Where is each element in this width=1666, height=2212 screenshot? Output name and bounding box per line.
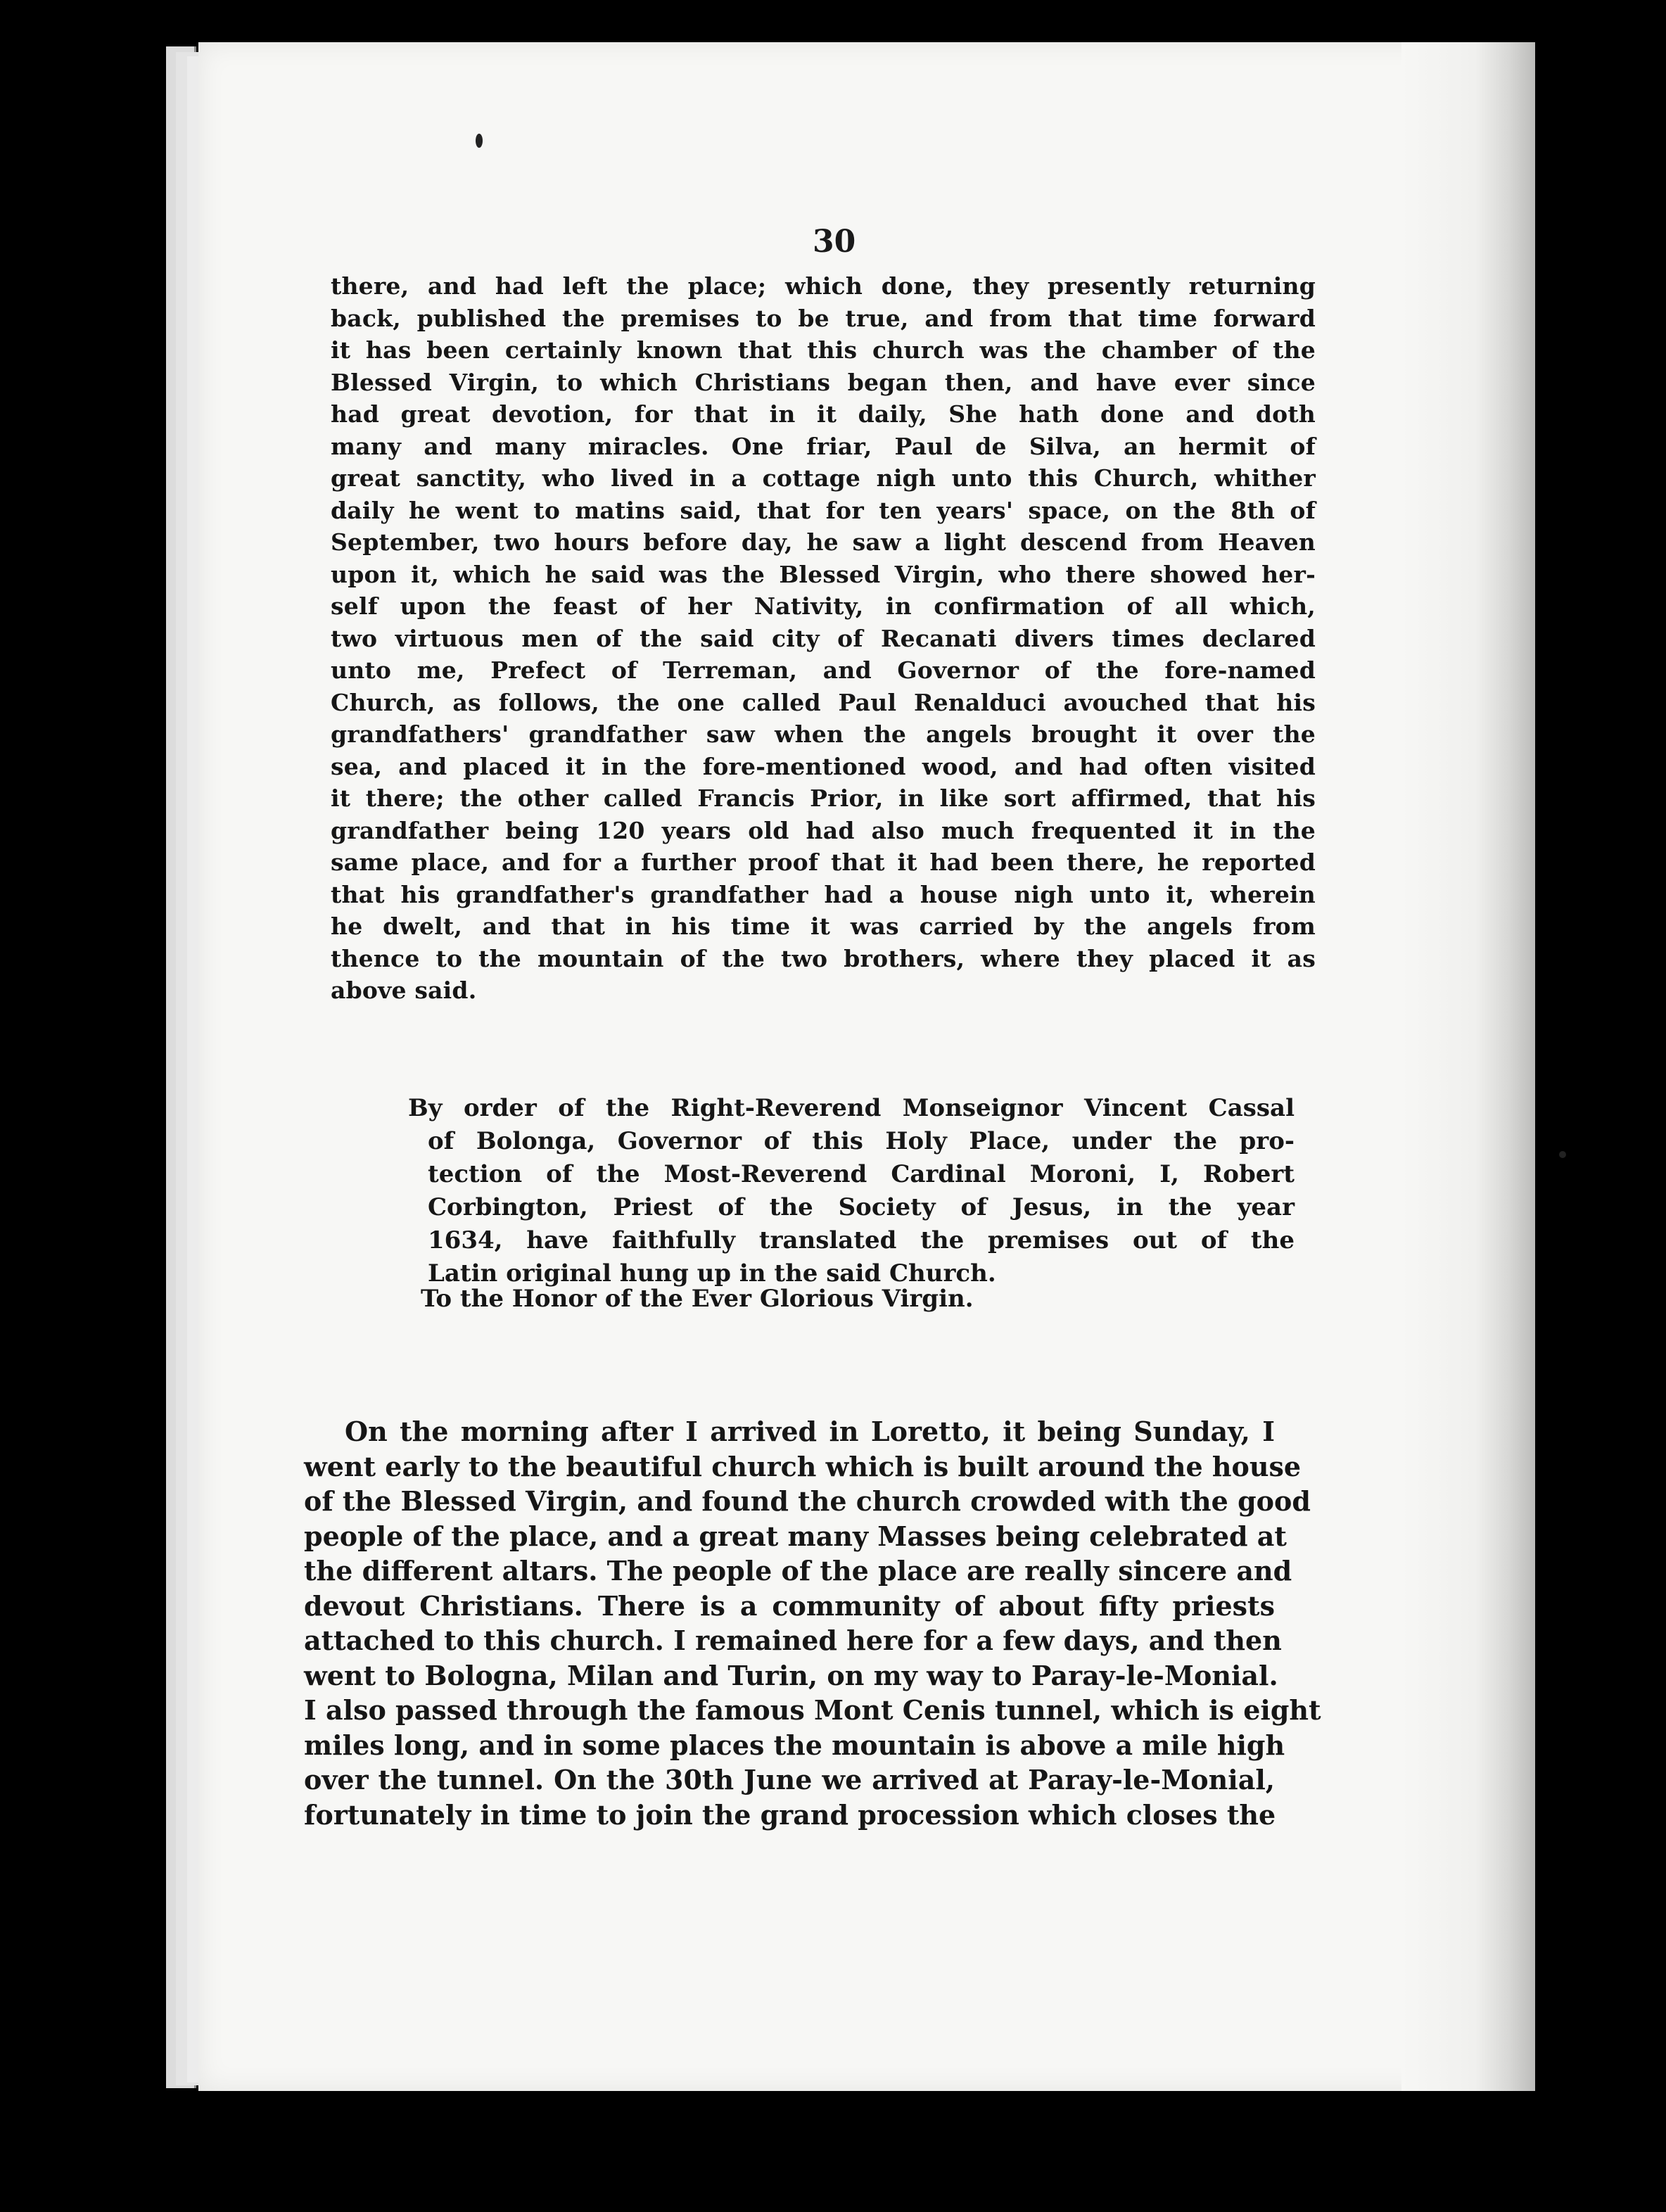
page-number: 30: [813, 224, 856, 260]
text-line: grandfather being 120 years old had also much frequented it in the: [331, 816, 1316, 844]
text-line: had great devotion, for that in it daily, She hath done and doth: [331, 400, 1316, 428]
historical-account-paragraph: [331, 270, 1316, 1007]
text-line: that his grandfather's grandfather had a house nigh unto it, wherein: [331, 880, 1316, 908]
text-line: grandfathers' grandfather saw when the angels brought it over the: [331, 720, 1316, 748]
text-line: it has been certainly known that this church was the chamber of the: [331, 336, 1316, 364]
text-line: On the morning after I arrived in Loretto, it being Sunday, I: [345, 1416, 1275, 1447]
text-line: great sanctity, who lived in a cottage nigh unto this Church, whither: [331, 464, 1316, 492]
text-line: Latin original hung up in the said Church.: [428, 1259, 996, 1288]
scan-border: [1535, 42, 1666, 2139]
text-line: two virtuous men of the said city of Recanati divers times declared: [331, 624, 1316, 652]
text-line: attached to this church. I remained here for a few days, and then: [304, 1625, 1282, 1656]
text-line: back, published the premises to be true, and from that time forward: [331, 304, 1316, 332]
text-line: miles long, and in some places the mountain is above a mile high: [304, 1729, 1285, 1761]
page-gutter-shadow: [1401, 42, 1535, 2091]
text-line: fortunately in time to join the grand procession which closes the: [304, 1798, 1276, 1831]
text-line: Corbington, Priest of the Society of Jesus, in the year: [428, 1193, 1295, 1221]
text-line: devout Christians. There is a community of about fifty priests: [304, 1589, 1275, 1622]
ink-speck: [476, 134, 483, 148]
text-line: self upon the feast of her Nativity, in confirmation of all which,: [331, 592, 1316, 620]
dedication-line: To the Honor of the Ever Glorious Virgin.: [421, 1285, 974, 1313]
text-line: above said.: [331, 977, 477, 1004]
text-line: same place, and for a further proof that it had been there, he reported: [331, 848, 1316, 876]
text-line: I also passed through the famous Mont Cenis tunnel, which is eight: [304, 1694, 1321, 1726]
text-line: there, and had left the place; which done, they presently returning: [331, 272, 1316, 300]
text-line: Church, as follows, the one called Paul Renalduci avouched that his: [331, 688, 1316, 716]
text-line: thence to the mountain of the two brothers, where they placed it as: [331, 944, 1316, 972]
text-line: Blessed Virgin, to which Christians began then, and have ever since: [331, 368, 1316, 396]
text-line: tection of the Most-Reverend Cardinal Moroni, I, Robert: [428, 1160, 1295, 1188]
text-line: By order of the Right-Reverend Monseignor Vincent Cassal: [408, 1094, 1295, 1122]
text-line: many and many miracles. One friar, Paul de Silva, an hermit of: [331, 432, 1316, 460]
text-line: the different altars. The people of the place are really sincere and: [304, 1555, 1292, 1587]
text-line: sea, and placed it in the fore-mentioned wood, and had often visited: [331, 752, 1316, 780]
text-line: unto me, Prefect of Terreman, and Governor of the fore-named: [331, 656, 1316, 684]
text-line: went early to the beautiful church which is built around the house: [304, 1450, 1302, 1482]
text-line: 1634, have faithfully translated the premises out of the: [428, 1226, 1295, 1254]
text-line: September, two hours before day, he saw a light descend from Heaven: [331, 528, 1316, 556]
text-line: went to Bologna, Milan and Turin, on my way to Paray-le-Monial.: [304, 1659, 1278, 1691]
text-line: he dwelt, and that in his time it was carried by the angels from: [331, 913, 1316, 940]
text-line: of the Blessed Virgin, and found the church crowded with the good: [304, 1485, 1311, 1517]
ink-speck: [1559, 1151, 1566, 1158]
text-line: daily he went to matins said, that for ten years' space, on the 8th of: [331, 496, 1316, 524]
text-line: over the tunnel. On the 30th June we arrived at Paray-le-Monial,: [304, 1764, 1275, 1795]
text-line: upon it, which he said was the Blessed Virgin, who there showed her-: [331, 560, 1316, 588]
translator-attestation-paragraph: [408, 1092, 1295, 1290]
text-line: of Bolonga, Governor of this Holy Place, under the pro-: [428, 1127, 1295, 1155]
narrative-paragraph: [304, 1414, 1321, 1832]
text-line: it there; the other called Francis Prior, in like sort affirmed, that his: [331, 784, 1316, 812]
text-line: people of the place, and a great many Masses being celebrated at: [304, 1520, 1287, 1552]
